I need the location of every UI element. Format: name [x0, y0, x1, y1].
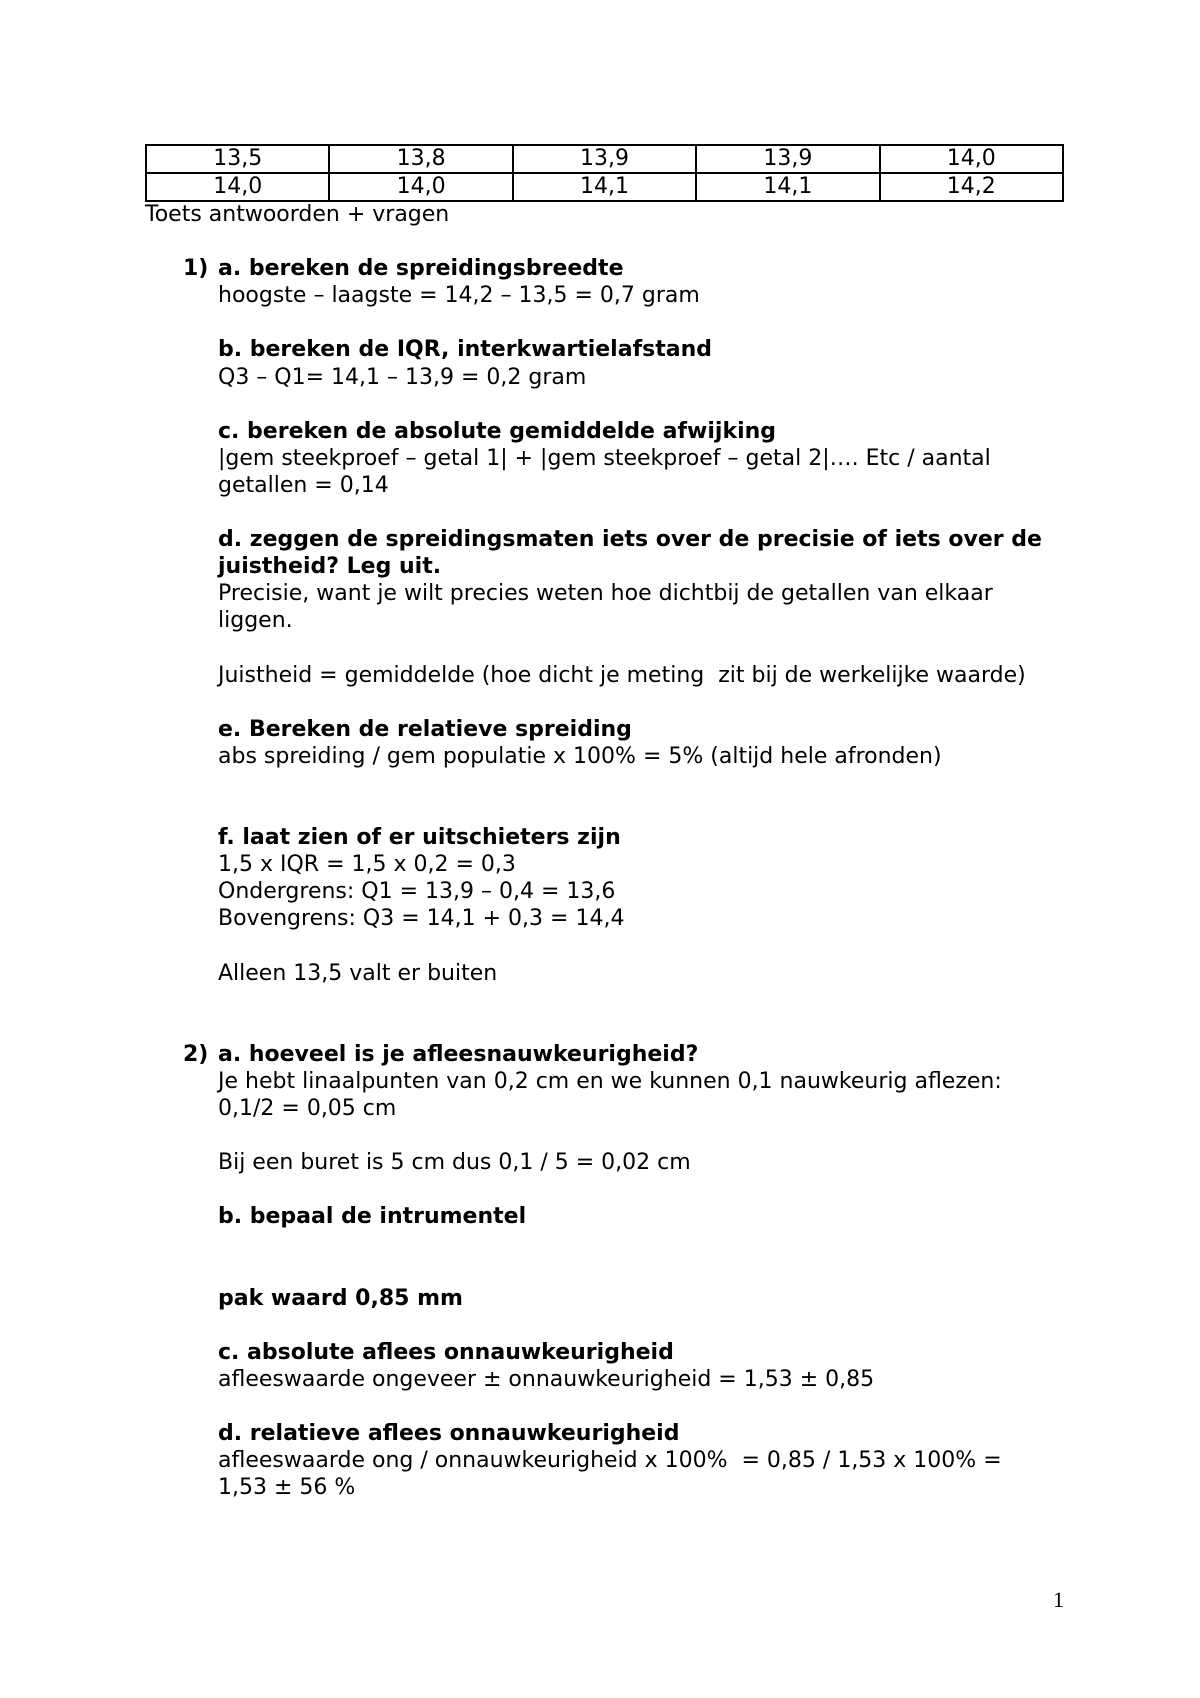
question-1c-heading: c. bereken de absolute gemiddelde afwijking	[218, 418, 777, 444]
question-2c-heading: c. absolute aflees onnauwkeurigheid	[218, 1339, 674, 1365]
question-2c	[218, 1339, 1145, 1393]
table-cell: 14,0	[880, 145, 1063, 173]
table-cell: 13,9	[696, 145, 879, 173]
table-row	[146, 145, 1063, 173]
document-title: Toets antwoorden + vragen	[145, 202, 450, 227]
question-1d-extra-note: Juistheid = gemiddelde (hoe dicht je meting zit bij de werkelijke waarde)	[218, 662, 1026, 688]
question-2c-answer: afleeswaarde ongeveer ± onnauwkeurigheid = 1,53 ± 0,85	[218, 1367, 875, 1393]
question-1d	[218, 526, 1145, 689]
question-1e-answer: abs spreiding / gem populatie x 100% = 5% (altijd hele afronden)	[218, 743, 942, 769]
question-2b-answer: pak waard 0,85 mm	[218, 1285, 463, 1311]
measurements-table	[145, 144, 1064, 202]
question-1c-answer-line: |gem steekproef – getal 1| + |gem steekproef – getal 2|…. Etc / aantal	[218, 445, 991, 471]
question-2a	[218, 1041, 1145, 1176]
question-1d-heading-line: juistheid? Leg uit.	[218, 554, 442, 580]
question-1b-heading: b. bereken de IQR, interkwartielafstand	[218, 337, 713, 363]
question-1f-conclusion: Alleen 13,5 valt er buiten	[218, 960, 498, 986]
question-1f-heading: f. laat zien of er uitschieters zijn	[218, 825, 621, 851]
question-1a-heading: a. bereken de spreidingsbreedte	[218, 256, 624, 282]
question-1f-answer-line: 1,5 x IQR = 1,5 x 0,2 = 0,3	[218, 852, 516, 878]
table-cell: 14,1	[513, 173, 696, 201]
question-2b-heading: b. bepaal de intrumentel	[218, 1204, 527, 1230]
table-cell: 13,8	[329, 145, 512, 173]
question-1c-answer-line: getallen = 0,14	[218, 472, 389, 498]
question-1	[145, 255, 1145, 987]
question-2a-extra-note: Bij een buret is 5 cm dus 0,1 / 5 = 0,02 cm	[218, 1150, 691, 1176]
table-cell: 14,0	[329, 173, 512, 201]
question-2a-heading: a. hoeveel is je afleesnauwkeurigheid?	[218, 1041, 699, 1067]
table-cell: 13,5	[146, 145, 329, 173]
question-1b	[218, 336, 1145, 390]
question-1f	[218, 824, 1145, 987]
table-cell: 14,2	[880, 173, 1063, 201]
question-number: 1)	[183, 256, 209, 282]
document-body	[145, 201, 1145, 1502]
table-cell: 13,9	[513, 145, 696, 173]
table-row	[146, 173, 1063, 201]
question-1e	[218, 716, 1145, 770]
table-cell: 14,0	[146, 173, 329, 201]
question-1e-heading: e. Bereken de relatieve spreiding	[218, 716, 632, 742]
question-1d-answer-line: liggen.	[218, 608, 293, 634]
question-number: 2)	[183, 1041, 209, 1067]
question-2d-heading: d. relatieve aflees onnauwkeurigheid	[218, 1421, 680, 1447]
question-2d	[218, 1420, 1145, 1501]
question-1f-answer-line: Bovengrens: Q3 = 14,1 + 0,3 = 14,4	[218, 906, 625, 932]
question-1c	[218, 418, 1145, 499]
question-2b	[218, 1203, 1145, 1311]
table-cell: 14,1	[696, 173, 879, 201]
question-1a	[218, 255, 1145, 309]
question-2d-answer-line: afleeswaarde ong / onnauwkeurigheid x 100% = 0,85 / 1,53 x 100% =	[218, 1448, 1002, 1474]
question-1b-answer: Q3 – Q1= 14,1 – 13,9 = 0,2 gram	[218, 364, 587, 390]
question-1a-answer: hoogste – laagste = 14,2 – 13,5 = 0,7 gram	[218, 283, 700, 309]
question-1f-answer-line: Ondergrens: Q1 = 13,9 – 0,4 = 13,6	[218, 879, 616, 905]
page-number: 1	[1053, 1587, 1064, 1612]
question-2a-answer-line: 0,1/2 = 0,05 cm	[218, 1096, 397, 1122]
question-2a-answer-line: Je hebt linaalpunten van 0,2 cm en we kunnen 0,1 nauwkeurig aflezen:	[218, 1069, 1002, 1094]
question-1d-answer-line: Precisie, want je wilt precies weten hoe dichtbij de getallen van elkaar	[218, 581, 993, 607]
question-2	[145, 1041, 1145, 1502]
question-1d-heading-line: d. zeggen de spreidingsmaten iets over de precisie of iets over de	[218, 527, 1042, 553]
question-2d-answer-line: 1,53 ± 56 %	[218, 1475, 356, 1501]
